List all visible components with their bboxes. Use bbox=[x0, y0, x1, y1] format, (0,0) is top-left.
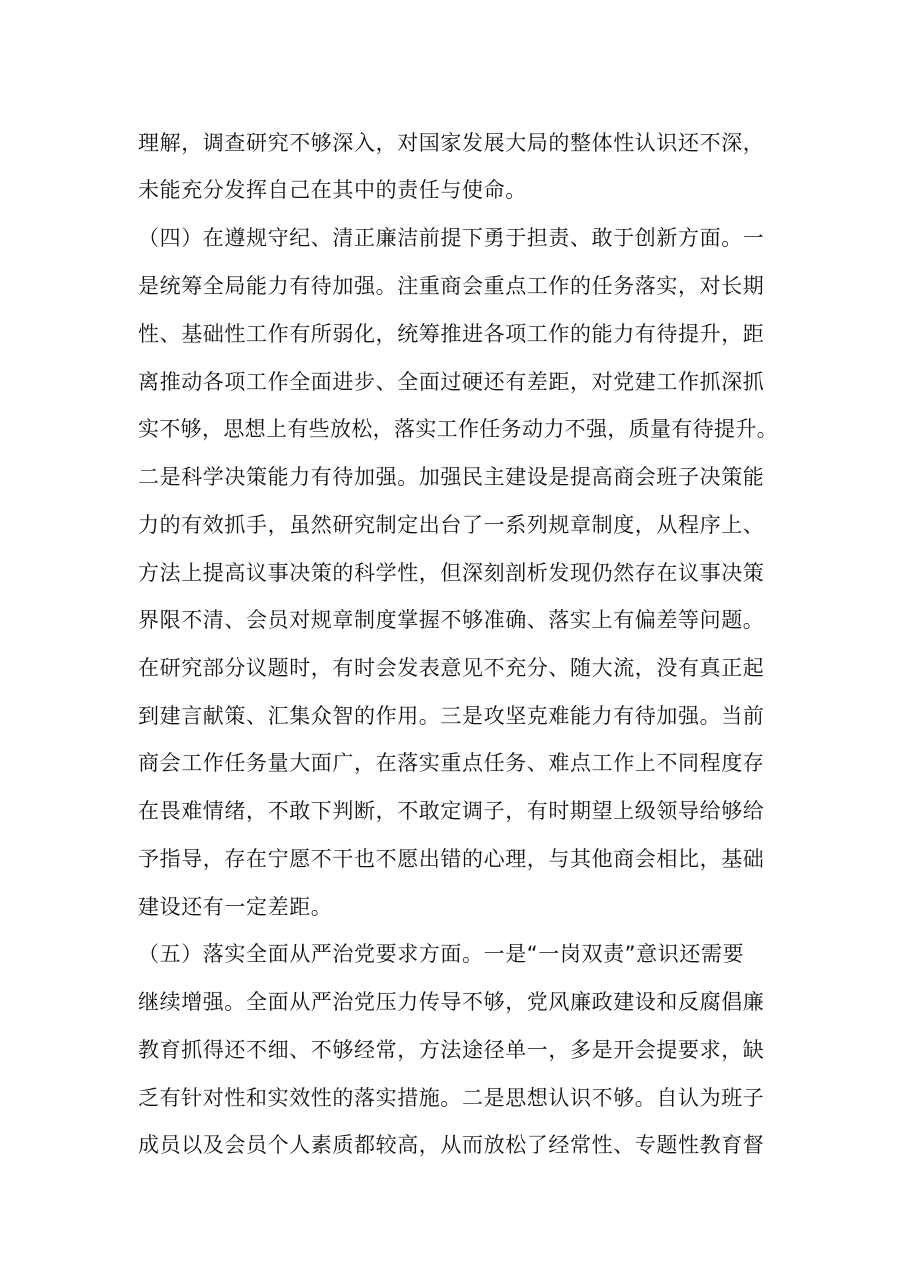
text-line: 方法上提高议事决策的科学性，但深刻剖析发现仍然存在议事决策 bbox=[138, 561, 765, 585]
text-line: 在研究部分议题时，有时会发表意见不充分、随大流，没有真正起 bbox=[138, 656, 765, 680]
text-line: 予指导，存在宁愿不干也不愿出错的心理，与其他商会相比，基础 bbox=[138, 847, 765, 871]
text-line: 教育抓得还不细、不够经常，方法途径单一，多是开会提要求，缺 bbox=[138, 1038, 765, 1062]
text-line: 界限不清、会员对规章制度掌握不够准确、落实上有偏差等问题。 bbox=[138, 608, 765, 632]
text-line: 商会工作任务量大面广，在落实重点任务、难点工作上不同程度存 bbox=[138, 751, 765, 775]
text-line: 在畏难情绪，不敢下判断，不敢定调子，有时期望上级领导给够给 bbox=[138, 799, 765, 823]
text-line: 未能充分发挥自己在其中的责任与使命。 bbox=[138, 178, 527, 202]
text-line: 力的有效抓手，虽然研究制定出台了一系列规章制度，从程序上、 bbox=[138, 513, 765, 537]
text-line: 离推动各项工作全面进步、全面过硬还有差距，对党建工作抓深抓 bbox=[138, 370, 765, 394]
text-line: 成员以及会员个人素质都较高，从而放松了经常性、专题性教育督 bbox=[138, 1133, 765, 1157]
text-line: 是统筹全局能力有待加强。注重商会重点工作的任务落实，对长期 bbox=[138, 274, 765, 298]
section-heading-line: （五）落实全面从严治党要求方面。一是“一岗双责”意识还需要 bbox=[138, 942, 745, 966]
text-line: 继续增强。全面从严治党压力传导不够，党风廉政建设和反腐倡廉 bbox=[138, 990, 765, 1014]
text-line: 到建言献策、汇集众智的作用。三是攻坚克难能力有待加强。当前 bbox=[138, 704, 765, 728]
section-heading-line: （四）在遵规守纪、清正廉洁前提下勇于担责、敢于创新方面。一 bbox=[138, 226, 765, 250]
text-line: 建设还有一定差距。 bbox=[138, 895, 333, 919]
text-line: 性、基础性工作有所弱化，统筹推进各项工作的能力有待提升，距 bbox=[138, 322, 765, 346]
text-line: 实不够，思想上有些放松，落实工作任务动力不强，质量有待提升。 bbox=[138, 417, 778, 441]
text-line: 二是科学决策能力有待加强。加强民主建设是提高商会班子决策能 bbox=[138, 465, 765, 489]
text-line: 乏有针对性和实效性的落实措施。二是思想认识不够。自认为班子 bbox=[138, 1086, 765, 1110]
text-line: 理解，调查研究不够深入，对国家发展大局的整体性认识还不深， bbox=[138, 131, 765, 155]
